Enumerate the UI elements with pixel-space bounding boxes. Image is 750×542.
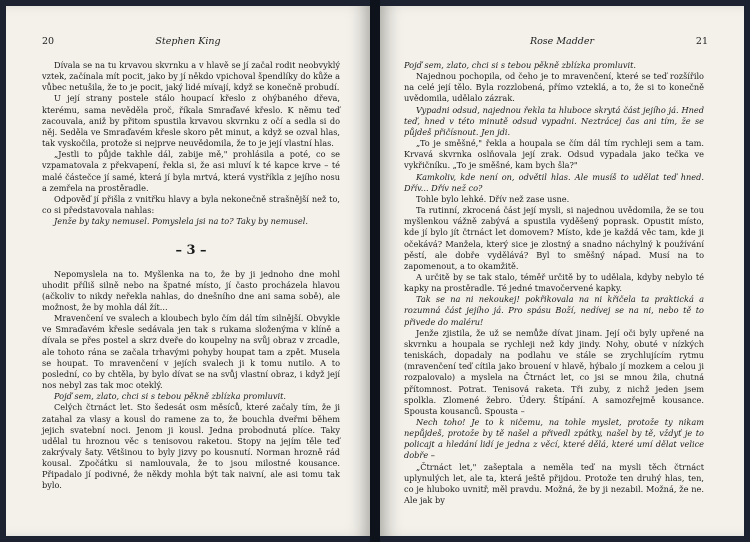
- paragraph: U její strany postele stálo houpací křeslo z ohýbaného dřeva, kterému, sama nevěděla proč, říkala Smraďavé křeslo. K němu teď zacouvala, aniž by přitom spustila krvavou skvrnku z očí a sedla si do něj. Seděla ve Smraďavém křesle skoro pět minut, a když se ozval hlas, tak vyskočila, protože si nejprve neuvědomila, že to je její vlastní hlas.: [42, 93, 340, 149]
- paragraph: Pojď sem, zlato, chci si s tebou pěkně zblízka promluvit.: [54, 391, 287, 402]
- paragraph: Tohle bylo lehké. Dřív než zase usne.: [416, 193, 570, 204]
- paragraph: A určitě by se tak stalo, téměř určitě by to udělala, kdyby nebylo té kapky na prostěradle. Té jedné tmavočervené kapky.: [404, 271, 704, 294]
- left-body-text: [42, 60, 340, 492]
- paragraph: Tak se na ni nekoukej! pokřikovala na ni křičela ta praktická a rozumná část jejího já. Pro spásu Boží, nedívej se na ni, nebo tě to přivede do maléru!: [404, 294, 704, 327]
- running-head-left: Stephen King: [155, 36, 221, 47]
- paragraph: Kamkoliv, kde není on, odvětil hlas. Ale musíš to udělat teď hned. Dřív... Dřív než co?: [404, 171, 704, 193]
- book-spine: [370, 0, 380, 542]
- left-paragraphs: [42, 60, 340, 227]
- page-number-left: 20: [42, 36, 55, 47]
- page-number-right: 21: [695, 36, 708, 47]
- paragraph: Nepomyslela na to. Myšlenka na to, že by ji jednoho dne mohl uhodit příliš silně nebo na špatné místo, jí často procházela hlavou (ačkoliv to nikdy neřekla nahlas, do dnešního dne ani sama sobě), ale možnost, že by mohla dál žít...: [42, 268, 340, 312]
- paragraph: Nech toho! Je to k ničemu, na tohle myslet, protože ty nikam nepůjdeš, protože by tě našel a přivedl zpátky, našel by tě, vždyť je to policajt a hledání lidí je jedna z věcí, které dělá, které umí dělat velice dobře –: [404, 417, 704, 461]
- paragraph: Najednou pochopila, od čeho je to mravenčení, které se teď rozšířilo na celé její tělo. Byla rozzlobená, přímo vzteklá, a to, že si to konečně uvědomila, udělalo zázrak.: [404, 71, 704, 104]
- paragraph: Jenže zjistila, že už se nemůže dívat jinam. Její oči byly upřené na skvrnku a houpala se rychleji než kdy jindy. Nohy, obuté v nízkých teniskách, dopadaly na podlahu ve stále se zrychlujícím rytmu (mravenčení teď cítila jako brouení v hlavě, hýbalo jí mozkem a celou ji rozpalovalo) a myslela na Čtrnáct let, co jsi se mnou žila, chutná přítomnost. Potrat. Tenisová raketa. Tři zuby, z nichž jeden jsem spolkla. Zlomené žebro. Údery. Štípání. A samozřejmě kousance. Spousta kousanců. Spousta –: [404, 327, 704, 416]
- right-paragraphs: [404, 60, 704, 506]
- running-head-right: Rose Madder: [529, 36, 595, 47]
- paragraph: „Čtrnáct let," zašeptala a neměla teď na mysli těch čtrnáct uplynulých let, ale ta, která ještě přijdou. Protože ten druhý hlas, ten, co je hluboko uvnitř, měl pravdu. Možná, že by ji nezabil. Možná, že ne. Ale jak by: [404, 461, 704, 506]
- left-paragraphs-2: [42, 269, 340, 492]
- paragraph: Celých čtrnáct let. Sto šedesát osm měsíců, které začaly tím, že ji zatahal za vlasy a kousl do ramene za to, že bouchla dveřmi během jejich svatební noci. Jenom ji kousl. Jedna probodnutá plíce. Taky udělal tu hroznou věc s tenisovou raketou. Stopy na jejím těle teď zakrývaly šaty. Většinou to byly jizvy po kousnutí. Norman hrozně rád kousal. Zpočátku si namlouvala, že to jsou milostné kousance. Připadalo jí podivné, že někdy mohla být tak naivní, ale asi tomu tak bylo.: [42, 402, 340, 491]
- left-page: [6, 6, 370, 536]
- paragraph: „Jestli to půjde takhle dál, zabije mě," prohlásila a poté, co se vzpamatovala z překvapení, řekla si, že asi mluví k té kapce krve – té malé částečce jí samé, která jí byla mrtvá, která vystříkla z jejího nosu a zemřela na prostěradle.: [42, 149, 340, 193]
- right-body-text: [404, 60, 704, 506]
- right-page: [380, 6, 744, 536]
- paragraph: „To je směšné," řekla a houpala se čím dál tím rychleji sem a tam. Krvavá skvrnka oslňovala její zrak. Odsud vypadala jako tečka ve vykřičníku. „To je směšné, kam bych šla?": [404, 138, 704, 171]
- section-marker: – 3 –: [175, 243, 207, 259]
- paragraph: Mravenčení ve svalech a kloubech bylo čím dál tím silnější. Obvykle ve Smraďavém křesle sedávala jen tak s rukama složenýma v klíně a dívala se přes postel a skrz dveře do koupelny na svůj obraz v zrcadle, ale tohoto rána se začala trhavými pohyby houpat tam a zpět. Musela se houpat. To mravenčení v jejích svalech ji k tomu nutilo. A to poslední, co by chtěla, by bylo dívat se na svůj vlastní obraz, i když její nos nebyl zas tak moc oteklý.: [42, 313, 340, 391]
- paragraph: Jenže by taky nemusel. Pomyslela jsi na to? Taky by nemusel.: [54, 216, 308, 227]
- paragraph: Pojď sem, zlato, chci si s tebou pěkně zblízka promluvit.: [404, 60, 637, 70]
- paragraph: Ta rutinní, zkrocená část její mysli, si najednou uvědomila, že se tou myšlenkou vážně zabývá a spustila vyděšený poprask. Opustit místo, kde jí bylo jít čtrnáct let domovem? Místo, kde je každá věc tam, kde ji očekává? Manžela, který sice je zlostný a snadno náchylný k používání pěstí, ale dobře vydělává? Byl to směšný nápad. Musí na to zapomenout, a to okamžitě.: [404, 205, 704, 271]
- paragraph: Odpověď jí přišla z vnitřku hlavy a byla nekonečně strašnější než to, co si představovala nahlas:: [42, 193, 340, 216]
- paragraph: Vypadni odsud, najednou řekla ta hluboce skrytá část jejího já. Hned teď, hned v této minutě odsud vypadni. Neztrácej čas ani tím, že se půjdeš přičísnout. Jen jdi.: [404, 104, 704, 137]
- paragraph: Dívala se na tu krvavou skvrnku a v hlavě se jí začal rodit neobvyklý vztek, začínala mít pocit, jako by jí někdo vpichoval špendlíky do kůže a vůbec netušila, že to je pocit, jaký lidé mívají, když se konečně probudí.: [42, 60, 340, 93]
